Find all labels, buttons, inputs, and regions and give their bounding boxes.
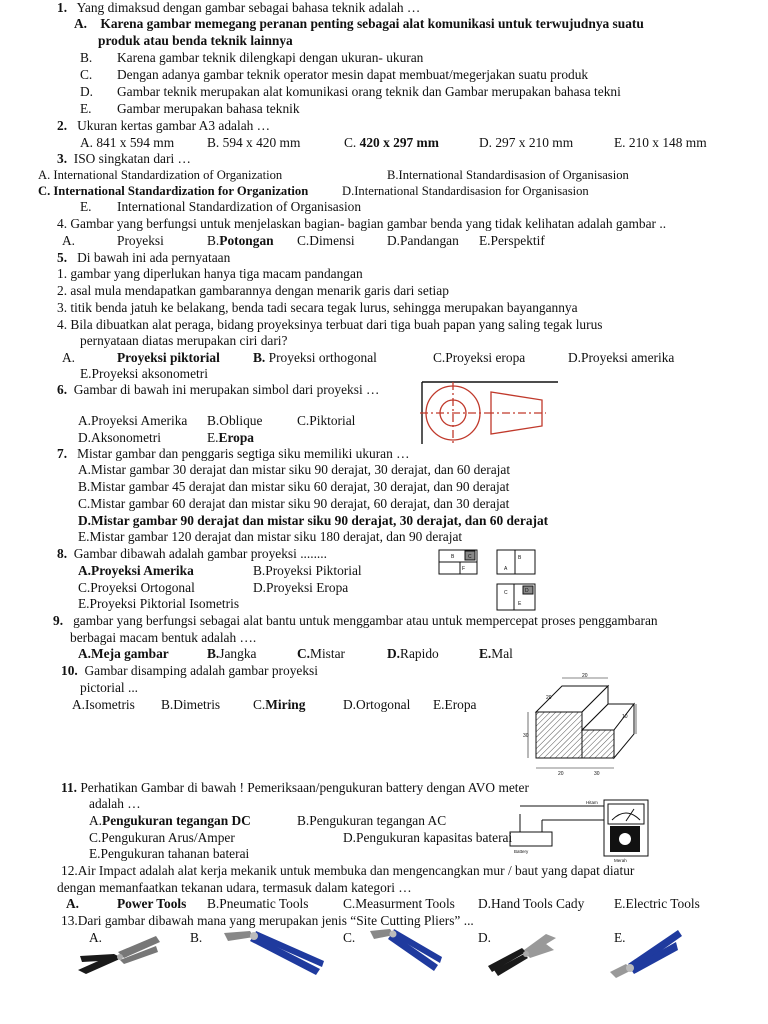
q3-question: ISO singkatan dari … [73, 151, 191, 166]
q4-option-a-text: Proyeksi [117, 233, 164, 248]
q11-option-a-letter: A. [89, 813, 103, 828]
q9-option-c-text: Mistar [310, 646, 345, 661]
q2-option-b: B. 594 x 420 mm [207, 135, 301, 150]
q5-statement-4: 4. Bila dibuatkan alat peraga, bidang proyeksinya terbuat dari tiga buah papan yang saling tegak lurus [57, 317, 603, 332]
q6-question: Gambar di bawah ini merupakan simbol dari proyeksi … [73, 382, 380, 397]
q9-option-c [297, 646, 345, 663]
q8-line [57, 546, 327, 563]
q10-option-a: A.Isometris [72, 697, 135, 712]
q1-line [57, 0, 420, 17]
q13-option-b: B. [190, 930, 203, 945]
q5-statement-4-cont: pernyataan diatas merupakan ciri dari? [80, 333, 288, 348]
q8-number: 8. [57, 546, 68, 561]
q3-number: 3. [57, 151, 68, 166]
q5-line [57, 250, 230, 267]
q4-option-d: D.Pandangan [387, 233, 459, 248]
q6-option-b: B.Oblique [207, 413, 263, 428]
q6-option-c: C.Piktorial [297, 413, 356, 428]
q9-number: 9. [53, 613, 64, 628]
q1-option-d-text: Gambar teknik merupakan alat komunikasi orang teknik dan Gambar merupakan bahasa tekni [117, 84, 621, 99]
q3-option-d: D.International Standardisasion for Organisasion [342, 184, 589, 198]
q4-option-c: C.Dimensi [297, 233, 355, 248]
q10-number: 10. [61, 663, 78, 678]
front-face-left [536, 712, 582, 758]
q11-question-cont: adalah … [89, 796, 141, 811]
q5-number: 5. [57, 250, 68, 265]
q11-option-b: B.Pengukuran tegangan AC [297, 813, 447, 828]
q11-option-a-text: Pengukuran tegangan DC [102, 813, 251, 828]
pliers-d-icon [486, 930, 558, 978]
q13-option-a: A. [89, 930, 103, 945]
q10-option-d: D.Ortogonal [343, 697, 411, 712]
q3-option-b: B.International Standardisasion of Organisasion [387, 168, 629, 182]
q10-option-c [253, 697, 305, 714]
q1-question: Yang dimaksud dengan gambar sebagai bahasa teknik adalah … [76, 0, 421, 15]
view-label-4: A [504, 566, 508, 572]
q5-option-b [253, 350, 377, 367]
dim-label-6: 10 [622, 714, 628, 720]
dim-label-4: 20 [582, 673, 588, 679]
pliers-e-icon [606, 924, 684, 982]
q1-option-b-letter: B. [80, 50, 93, 65]
pliers-c-icon [366, 925, 446, 980]
q10-option-e: E.Eropa [433, 697, 477, 712]
q8-option-b: B.Proyeksi Piktorial [253, 563, 362, 578]
orthographic-views-figure [438, 548, 540, 612]
q12-option-c: C.Measurment Tools [343, 896, 455, 911]
q2-line [57, 118, 270, 135]
q7-option-d: D.Mistar gambar 90 derajat dan mistar siku 90 derajat, 30 derajat, dan 60 derajat [78, 513, 549, 528]
oblique-drawing-figure [522, 672, 640, 778]
q12-question: 12.Air Impact adalah alat kerja mekanik untuk membuka dan mengencangkan mur / baut yang dapat diatur [61, 863, 635, 878]
q6-number: 6. [57, 382, 68, 397]
q2-option-c-letter: C. [344, 135, 357, 150]
q9-option-a [78, 646, 169, 663]
q13-option-e: E. [614, 930, 626, 945]
q11-option-a [89, 813, 251, 830]
q9-option-a-text: Meja gambar [91, 646, 169, 661]
q1-option-b-text: Karena gambar teknik dilengkapi dengan ukuran- ukuran [117, 50, 424, 65]
q7-question: Mistar gambar dan penggaris segtiga siku memiliki ukuran … [77, 446, 410, 461]
q2-option-e: E. 210 x 148 mm [614, 135, 707, 150]
q11-question: Perhatikan Gambar di bawah ! Pemeriksaan/pengukuran battery dengan AVO meter [80, 780, 529, 795]
q9-option-b [207, 646, 256, 663]
q12-option-a-letter: A. [66, 896, 80, 911]
q9-option-d-text: Rapido [400, 646, 439, 661]
q1-option-a-text: Karena gambar memegang peranan penting sebagai alat komunikasi untuk terwujudnya suatu [100, 16, 644, 31]
q8-option-d: D.Proyeksi Eropa [253, 580, 349, 595]
view-label-3: B [518, 555, 522, 561]
q9-option-d-letter: D. [387, 646, 401, 661]
q10-line [61, 663, 318, 680]
q1-option-e-letter: E. [80, 101, 92, 116]
q7-number: 7. [57, 446, 68, 461]
q5-option-e: E.Proyeksi aksonometri [80, 366, 208, 381]
view-label-8: E [518, 601, 522, 607]
avo-meter-figure [506, 796, 652, 864]
q13-question: 13.Dari gambar dibawah mana yang merupakan jenis “Site Cutting Pliers” ... [61, 913, 474, 928]
q4-question: 4. Gambar yang berfungsi untuk menjelaskan bagian- bagian gambar benda yang tidak kelihatan adalah gambar .. [57, 216, 667, 231]
q3-line [57, 151, 191, 168]
q2-option-d: D. 297 x 210 mm [479, 135, 574, 150]
view-label-7: F [462, 566, 466, 572]
q2-option-c [344, 135, 439, 152]
q11-option-c: C.Pengukuran Arus/Amper [89, 830, 235, 845]
q13-option-d: D. [478, 930, 492, 945]
dim-label-3: 30 [594, 771, 600, 777]
q9-option-d [387, 646, 439, 663]
q9-option-b-text: Jangka [219, 646, 257, 661]
q6-option-e-letter: E. [207, 430, 219, 445]
q2-option-a: A. 841 x 594 mm [80, 135, 175, 150]
view-top-right [497, 550, 535, 574]
q6-option-a: A.Proyeksi Amerika [78, 413, 188, 428]
q10-option-c-text: Miring [265, 697, 306, 712]
q9-question: gambar yang berfungsi sebagai alat bantu untuk menggambar atau untuk mempercepat proses penggambaran [73, 613, 658, 628]
pliers-b-icon [220, 925, 330, 980]
q9-option-e-letter: E. [479, 646, 492, 661]
q5-statement-1: 1. gambar yang diperlukan hanya tiga macam pandangan [57, 266, 363, 281]
q7-line [57, 446, 410, 463]
q3-option-e-letter: E. [80, 199, 92, 214]
view-label-6: D [525, 588, 529, 594]
q4-option-a-letter: A. [62, 233, 76, 248]
q2-number: 2. [57, 118, 68, 133]
q9-question-cont: berbagai macam bentuk adalah …. [70, 630, 257, 645]
q12-option-b: B.Pneumatic Tools [207, 896, 309, 911]
q1-number: 1. [57, 0, 68, 15]
q5-option-b-letter: B. [253, 350, 266, 365]
probe-red-label: Merah [614, 858, 627, 863]
q9-line [53, 613, 658, 630]
q3-option-e-text: International Standardization of Organisasion [117, 199, 362, 214]
q4-option-b-text: Potongan [219, 233, 274, 248]
q9-option-e-text: Mal [491, 646, 513, 661]
q13-option-c: C. [343, 930, 356, 945]
q7-option-c: C.Mistar gambar 60 derajat dan mistar siku 90 derajat, 60 derajat, dan 30 derajat [78, 496, 510, 511]
q5-option-d: D.Proyeksi amerika [568, 350, 675, 365]
q12-option-a-text: Power Tools [117, 896, 187, 911]
q1-option-a-letter: A. [74, 16, 88, 31]
q4-option-b-letter: B. [207, 233, 220, 248]
q1-option-a-cont: produk atau benda teknik lainnya [98, 33, 293, 48]
q1-option-d-letter: D. [80, 84, 94, 99]
q8-question: Gambar dibawah adalah gambar proyeksi ........ [73, 546, 327, 561]
q6-option-e [207, 430, 254, 447]
q1-option-c-letter: C. [80, 67, 93, 82]
q10-option-c-letter: C. [253, 697, 266, 712]
front-face-right [582, 730, 614, 758]
dim-label-1: 30 [523, 733, 529, 739]
q9-option-b-letter: B. [207, 646, 220, 661]
q6-line [57, 382, 379, 399]
q11-option-e: E.Pengukuran tahanan baterai [89, 846, 250, 861]
q5-option-b-text: Proyeksi orthogonal [268, 350, 377, 365]
avo-meter-knob [619, 833, 631, 845]
q4-option-b [207, 233, 274, 250]
q11-number: 11. [61, 780, 77, 795]
q1-option-c-text: Dengan adanya gambar teknik operator mesin dapat membuat/megerjakan suatu produk [117, 67, 589, 82]
q2-option-c-value: 420 x 297 mm [359, 135, 439, 150]
q12-question-cont: dengan memanfaatkan tekanan udara, termasuk dalam kategori … [57, 880, 412, 895]
q4-option-e: E.Perspektif [479, 233, 545, 248]
q7-option-a: A.Mistar gambar 30 derajat dan mistar siku 90 derajat, 30 derajat, dan 60 derajat [78, 462, 511, 477]
q9-option-e [479, 646, 513, 663]
q1-option-e-text: Gambar merupakan bahasa teknik [117, 101, 300, 116]
q1-option-a [74, 16, 644, 33]
q8-option-e: E.Proyeksi Piktorial Isometris [78, 596, 240, 611]
projection-symbol-figure [418, 380, 563, 446]
probe-black-label: Hitam [586, 800, 598, 805]
battery-icon [510, 832, 552, 846]
q10-option-b: B.Dimetris [161, 697, 221, 712]
view-label-5: C [504, 590, 508, 596]
q3-option-a: A. International Standardization of Organization [38, 168, 283, 182]
view-label-2: C [468, 554, 472, 560]
q10-question: Gambar disamping adalah gambar proyeksi [84, 663, 318, 678]
q8-option-c: C.Proyeksi Ortogonal [78, 580, 195, 595]
q11-line [61, 780, 529, 797]
q7-option-b: B.Mistar gambar 45 derajat dan mistar siku 60 derajat, 30 derajat, dan 90 derajat [78, 479, 510, 494]
pliers-a-icon [74, 930, 164, 978]
q5-statement-3: 3. titik benda jatuh ke belakang, benda tadi secara tegak lurus, sehingga merupakan bayangannya [57, 300, 578, 315]
q12-option-d: D.Hand Tools Cady [478, 896, 585, 911]
q5-option-c: C.Proyeksi eropa [433, 350, 526, 365]
q5-question: Di bawah ini ada pernyataan [77, 250, 231, 265]
q8-option-a: A.Proyeksi Amerika [78, 563, 194, 578]
q5-option-a-text: Proyeksi piktorial [117, 350, 220, 365]
q11-option-d: D.Pengukuran kapasitas baterai [343, 830, 513, 845]
dim-label-2: 20 [558, 771, 564, 777]
battery-label: Battery [514, 849, 529, 854]
q2-question: Ukuran kertas gambar A3 adalah … [77, 118, 271, 133]
q3-option-c: C. International Standardization for Organization [38, 184, 309, 198]
q6-option-e-text: Eropa [218, 430, 255, 445]
q5-option-a-letter: A. [62, 350, 76, 365]
dim-label-5: 20 [546, 695, 552, 701]
q9-option-a-letter: A. [78, 646, 92, 661]
q12-option-e: E.Electric Tools [614, 896, 700, 911]
q5-statement-2: 2. asal mula mendapatkan gambarannya dengan menarik garis dari setiap [57, 283, 449, 298]
q7-option-e: E.Mistar gambar 120 derajat dan mistar siku 180 derajat, dan 90 derajat [78, 529, 463, 544]
q6-option-d: D.Aksonometri [78, 430, 161, 445]
view-label-1: B [451, 554, 455, 560]
q10-question-cont: pictorial ... [80, 680, 139, 695]
q9-option-c-letter: C. [297, 646, 311, 661]
q1-option-b [80, 50, 92, 67]
